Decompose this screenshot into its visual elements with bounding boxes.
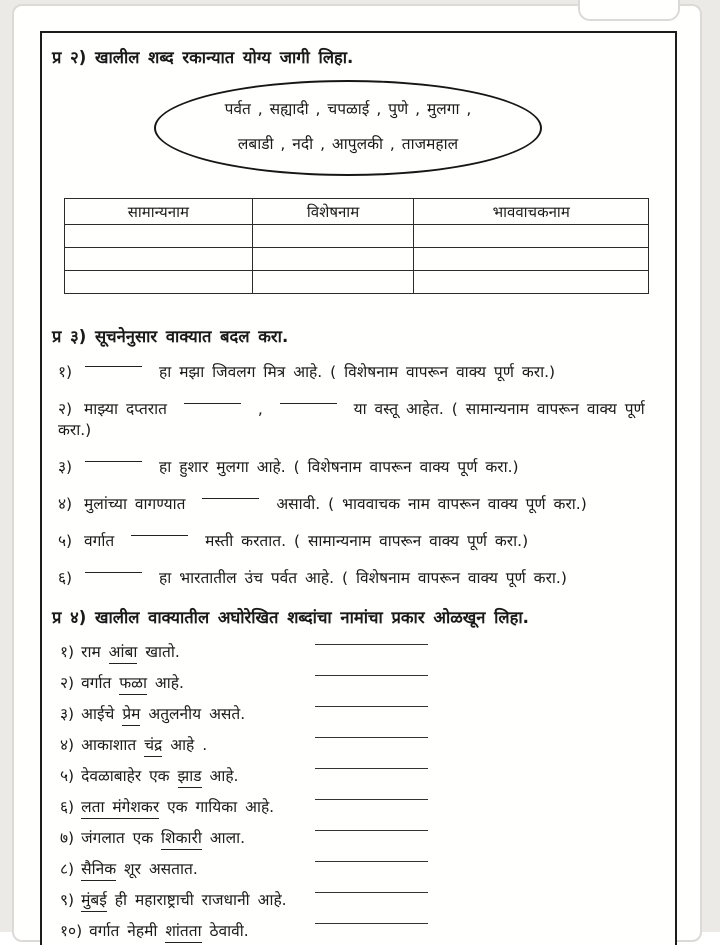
item-number: २) <box>58 400 73 418</box>
corner-notch <box>578 0 680 21</box>
q4-row <box>60 673 675 694</box>
sentence-text: हा हुशार मुलगा आहे. <box>151 458 294 476</box>
item-number: २) <box>60 674 75 692</box>
q4-row <box>60 735 675 756</box>
underlined-word: आंबा <box>109 643 138 664</box>
q4-sentence: सैनिक शूर असतात. <box>81 860 198 881</box>
item-number: ४) <box>60 736 75 754</box>
answer-blank-line <box>315 644 428 645</box>
q4-item-list <box>60 642 675 942</box>
table-empty-cell <box>252 271 414 294</box>
q3-item-list <box>58 362 675 589</box>
underlined-word: सैनिक <box>81 860 116 881</box>
table-empty-cell <box>414 271 649 294</box>
underlined-word: लता मंगेशकर <box>81 798 159 819</box>
q3-item <box>58 568 675 589</box>
q4-row <box>60 642 675 663</box>
item-number: ५) <box>60 767 75 785</box>
noun-classification-table <box>64 198 649 294</box>
table-empty-cell <box>252 248 414 271</box>
sentence-text: मस्ती करतात. <box>197 532 294 550</box>
fill-in-blank-line <box>184 403 241 404</box>
q3-title: प्र ३) सूचनेनुसार वाक्यात बदल करा. <box>52 327 289 346</box>
q4-row <box>60 766 675 787</box>
answer-blank-line <box>315 830 428 831</box>
item-number: १) <box>58 363 73 381</box>
sentence-text: माझ्या दप्तरात <box>76 400 175 418</box>
table-header-abstract-noun: भाववाचकनाम <box>414 199 649 225</box>
underlined-word: शिकारी <box>161 829 202 850</box>
q4-sentence: जंगलात एक शिकारी आला. <box>81 829 245 850</box>
table-header-proper-noun: विशेषनाम <box>252 199 414 225</box>
worksheet-sheet <box>40 31 677 945</box>
item-number: ३) <box>60 705 75 723</box>
q4-sentence: वर्गात नेहमी शांतता ठेवावी. <box>89 922 249 943</box>
sentence-text: हा भारतातील उंच पर्वत आहे. <box>151 569 342 587</box>
q3-item <box>58 362 675 383</box>
q4-sentence: राम आंबा खातो. <box>81 643 180 664</box>
underlined-word: मुंबई <box>81 891 107 912</box>
answer-blank-line <box>315 768 428 769</box>
table-row <box>65 225 649 248</box>
table-empty-cell <box>65 271 253 294</box>
q4-sentence: देवळाबाहेर एक झाड आहे. <box>81 767 238 788</box>
fill-in-blank-line <box>131 535 188 536</box>
q4-sentence: आईचे प्रेम अतुलनीय असते. <box>81 705 245 726</box>
underlined-word: शांतता <box>165 922 201 943</box>
item-number: ४) <box>58 495 73 513</box>
table-header-row <box>65 199 649 225</box>
sentence-text: या वस्तू आहेत. <box>345 400 452 418</box>
sentence-text: , <box>249 400 271 418</box>
q4-sentence: वर्गात फळा आहे. <box>81 674 184 695</box>
underlined-word: फळा <box>119 674 147 695</box>
item-number: ३) <box>58 458 73 476</box>
table-header-common-noun: सामान्यनाम <box>65 199 253 225</box>
q4-title: प्र ४) खालील वाक्यातील अघोरेखित शब्दांचा नामांचा प्रकार ओळखून लिहा. <box>52 608 529 627</box>
underlined-word: चंद्र <box>144 736 162 757</box>
sentence-text: हा मझा जिवलग मित्र आहे. <box>151 363 331 381</box>
underlined-word: प्रेम <box>122 705 140 726</box>
sentence-text: वर्गात <box>76 532 123 550</box>
word-bank-oval <box>154 80 542 176</box>
answer-blank-line <box>315 737 428 738</box>
fill-in-blank-line <box>280 403 337 404</box>
table-empty-cell <box>65 225 253 248</box>
answer-blank-line <box>315 892 428 893</box>
item-number: ८) <box>60 860 75 878</box>
q4-row <box>60 797 675 818</box>
item-number: ५) <box>58 532 73 550</box>
item-number: ७) <box>60 829 75 847</box>
answer-blank-line <box>315 861 428 862</box>
q4-row <box>60 828 675 849</box>
instruction-hint: ( सामान्यनाम वापरून वाक्य पूर्ण करा.) <box>293 532 529 550</box>
item-number: १०) <box>60 922 83 940</box>
item-number: ६) <box>60 798 75 816</box>
table-row <box>65 248 649 271</box>
table-empty-cell <box>414 225 649 248</box>
table-empty-cell <box>414 248 649 271</box>
q3-item <box>58 399 675 441</box>
answer-blank-line <box>315 706 428 707</box>
q4-sentence: लता मंगेशकर एक गायिका आहे. <box>81 798 274 819</box>
q3-item <box>58 494 675 515</box>
word-bank-line-1: पर्वत , सह्यादी , चपळाई , पुणे , मुलगा , <box>224 100 472 118</box>
table-empty-cell <box>252 225 414 248</box>
q4-row <box>60 859 675 880</box>
q4-sentence: मुंबई ही महाराष्ट्राची राजधानी आहे. <box>81 891 287 912</box>
fill-in-blank-line <box>85 366 142 367</box>
fill-in-blank-line <box>202 498 259 499</box>
q3-item <box>58 531 675 552</box>
item-number: ६) <box>58 569 73 587</box>
instruction-hint: ( विशेषनाम वापरून वाक्य पूर्ण करा.) <box>341 569 567 587</box>
instruction-hint: ( विशेषनाम वापरून वाक्य पूर्ण करा.) <box>330 363 556 381</box>
q4-sentence: आकाशात चंद्र आहे . <box>81 736 207 757</box>
answer-blank-line <box>315 675 428 676</box>
q2-title: प्र २) खालील शब्द रकान्यात योग्य जागी लिहा. <box>52 48 354 67</box>
worksheet-card <box>12 4 702 942</box>
sentence-text: असावी. <box>268 495 329 513</box>
answer-blank-line <box>315 799 428 800</box>
fill-in-blank-line <box>85 461 142 462</box>
answer-blank-line <box>315 923 428 924</box>
item-number: ९) <box>60 891 75 909</box>
instruction-hint: ( सामान्यनाम वापरून वाक्य पूर्ण करा.) <box>58 400 645 439</box>
table-empty-cell <box>65 248 253 271</box>
q4-row <box>60 890 675 911</box>
underlined-word: झाड <box>178 767 202 788</box>
fill-in-blank-line <box>85 572 142 573</box>
item-number: १) <box>60 643 75 661</box>
instruction-hint: ( विशेषनाम वापरून वाक्य पूर्ण करा.) <box>293 458 519 476</box>
sentence-text: मुलांच्या वागण्यात <box>76 495 194 513</box>
table-row <box>65 271 649 294</box>
word-bank-line-2: लबाडी , नदी , आपुलकी , ताजमहाल <box>237 135 459 153</box>
instruction-hint: ( भाववाचक नाम वापरून वाक्य पूर्ण करा.) <box>328 495 587 513</box>
q3-item <box>58 457 675 478</box>
q4-row <box>60 704 675 725</box>
